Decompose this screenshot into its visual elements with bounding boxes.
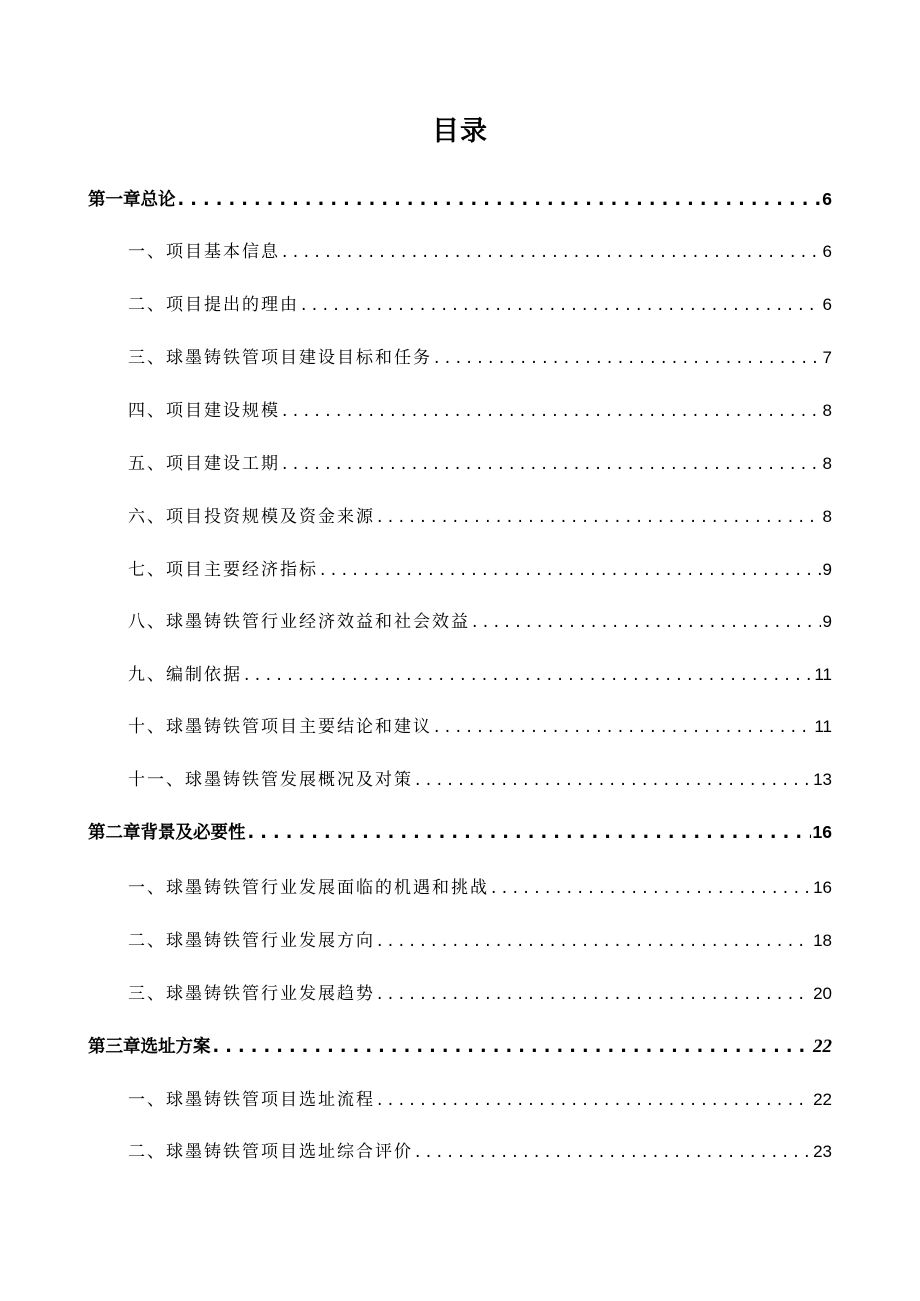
- toc-entry-text: 一、球墨铸铁管行业发展面临的机遇和挑战: [128, 878, 489, 898]
- toc-section-entry[interactable]: [128, 765, 832, 795]
- dot-leader: [415, 765, 811, 795]
- dot-leader: [434, 712, 812, 742]
- toc-entry-text: 第二章背景及必要性: [88, 823, 246, 843]
- dot-leader: [377, 926, 811, 956]
- toc-entry-text: 十一、球墨铸铁管发展概况及对策: [128, 770, 413, 790]
- toc-section-entry[interactable]: [128, 1085, 832, 1115]
- toc-section-entry[interactable]: [128, 343, 832, 373]
- toc-chapter-entry[interactable]: [88, 1032, 832, 1062]
- dot-leader: [213, 1032, 812, 1062]
- toc-chapter-entry[interactable]: [88, 184, 832, 214]
- toc-page-number: 6: [822, 189, 832, 209]
- toc-section-entry[interactable]: [128, 607, 832, 637]
- toc-section-entry[interactable]: [128, 502, 832, 532]
- toc-section-entry[interactable]: [128, 712, 832, 742]
- toc-entry-text: 一、球墨铸铁管项目选址流程: [128, 1090, 375, 1110]
- toc-page-number: 20: [813, 984, 832, 1003]
- toc-section-entry[interactable]: [128, 926, 832, 956]
- toc-entry-text: 六、项目投资规模及资金来源: [128, 507, 375, 527]
- toc-section-entry[interactable]: [128, 449, 832, 479]
- toc-entry-text: 二、球墨铸铁管项目选址综合评价: [128, 1142, 413, 1162]
- toc-section-entry[interactable]: [128, 979, 832, 1009]
- toc-page-number: 6: [822, 242, 832, 261]
- toc-entry-text: 八、球墨铸铁管行业经济效益和社会效益: [128, 612, 470, 632]
- dot-leader: [248, 818, 811, 848]
- dot-leader: [377, 1085, 811, 1115]
- toc-page-number: 9: [822, 612, 832, 631]
- toc-chapter-entry[interactable]: [88, 817, 832, 847]
- toc-entry-text: 九、编制依据: [128, 665, 242, 685]
- toc-entry-text: 七、项目主要经济指标: [128, 560, 318, 580]
- toc-entry-text: 四、项目建设规模: [128, 401, 280, 421]
- dot-leader: [282, 396, 821, 426]
- dot-leader: [472, 607, 821, 637]
- dot-leader: [491, 873, 811, 903]
- toc-entry-text: 二、球墨铸铁管行业发展方向: [128, 931, 375, 951]
- toc-page-number: 23: [813, 1142, 832, 1161]
- toc-entry-text: 三、球墨铸铁管项目建设目标和任务: [128, 348, 432, 368]
- toc-page-number: 18: [813, 931, 832, 950]
- toc-page-number: 11: [814, 717, 832, 736]
- toc-page-number: 8: [822, 401, 832, 420]
- toc-section-entry[interactable]: [128, 396, 832, 426]
- toc-title: 目录: [432, 116, 488, 147]
- toc-page-number: 8: [822, 454, 832, 473]
- toc-section-entry[interactable]: [128, 237, 832, 267]
- toc-entry-text: 三、球墨铸铁管行业发展趋势: [128, 984, 375, 1004]
- toc-page-number: 7: [822, 348, 832, 367]
- dot-leader: [244, 660, 812, 690]
- toc-page-number: 6: [822, 295, 832, 314]
- dot-leader: [301, 290, 821, 320]
- toc-page-number: 22: [813, 1036, 832, 1057]
- toc-entry-text: 第三章选址方案: [88, 1037, 211, 1057]
- toc-page-number: 16: [813, 878, 832, 897]
- toc-page-number: 11: [814, 665, 832, 684]
- dot-leader: [282, 449, 821, 479]
- toc-page-number: 13: [813, 770, 832, 789]
- toc-section-entry[interactable]: [128, 555, 832, 585]
- dot-leader: [320, 555, 821, 585]
- toc-entry-text: 一、项目基本信息: [128, 242, 280, 262]
- dot-leader: [377, 502, 821, 532]
- dot-leader: [178, 185, 821, 215]
- toc-section-entry[interactable]: [128, 290, 832, 320]
- toc-page-number: 16: [812, 822, 832, 842]
- toc-page-number: 9: [822, 560, 832, 579]
- toc-section-entry[interactable]: [128, 873, 832, 903]
- dot-leader: [415, 1137, 811, 1167]
- toc-page-number: 22: [813, 1090, 832, 1109]
- toc-section-entry[interactable]: [128, 660, 832, 690]
- toc-entry-text: 二、项目提出的理由: [128, 295, 299, 315]
- toc-section-entry[interactable]: [128, 1137, 832, 1167]
- toc-page-number: 8: [822, 507, 832, 526]
- toc-entry-text: 五、项目建设工期: [128, 454, 280, 474]
- dot-leader: [282, 237, 821, 267]
- dot-leader: [434, 343, 821, 373]
- toc-entry-text: 第一章总论: [88, 190, 176, 210]
- toc-entry-text: 十、球墨铸铁管项目主要结论和建议: [128, 717, 432, 737]
- dot-leader: [377, 979, 811, 1009]
